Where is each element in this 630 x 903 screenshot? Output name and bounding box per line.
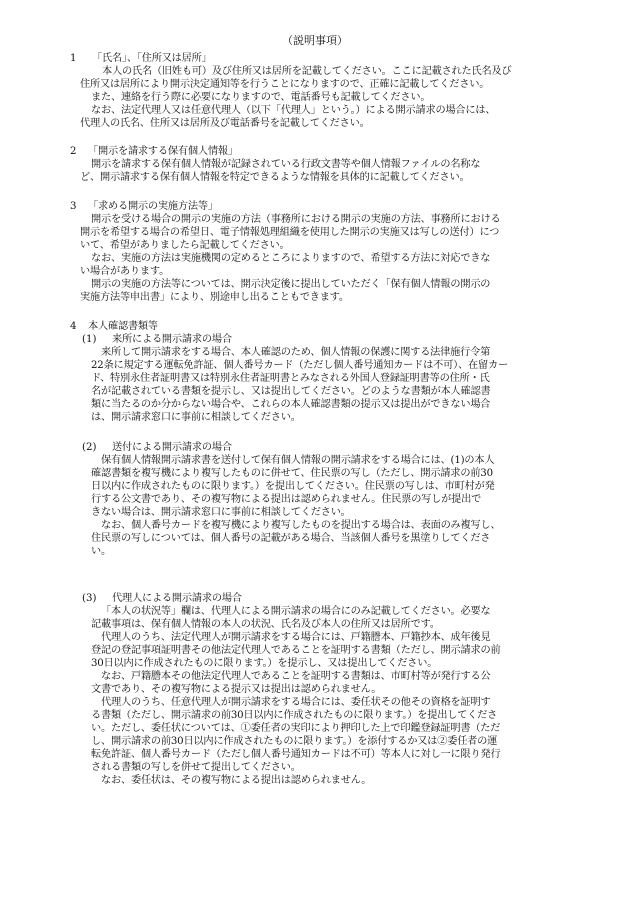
paragraph-line: 22条に規定する運転免許証、個人番号カード（ただし個人番号通知カードは不可）、在留カー: [91, 360, 508, 371]
paragraph-line: 来所して開示請求をする場合、本人確認のため、個人情報の保護に関する法律施行令第: [101, 347, 491, 358]
section-heading: 本人確認書類等: [88, 321, 158, 332]
paragraph-line: 開示を請求する保有個人情報が記録されている行政文書等や個人情報ファイルの名称な: [91, 159, 481, 170]
paragraph-line: なお、実施の方法は実施機関の定めるところによりますので、希望する方法に対応できな: [91, 253, 491, 264]
paragraph-line: なお、法定代理人又は任意代理人（以下「代理人」という。）による開示請求の場合には、: [91, 105, 496, 116]
paragraph-line: また、連絡を行う際に必要になりますので、電話番号も記載してください。: [91, 92, 431, 103]
paragraph-line: なお、個人番号カードを複写機により複写したものを提出する場合は、表面のみ複写し、: [101, 520, 501, 531]
paragraph-line: 保有個人情報開示請求書を送付して保有個人情報の開示請求をする場合には、(1)の本人: [101, 455, 495, 466]
subsection-heading: 来所による開示請求の場合: [112, 334, 232, 345]
paragraph-line: 30日以内に作成されたものに限ります。）を提示し、又は提出してください。: [91, 658, 438, 669]
paragraph-line: なお、委任状は、その複写物による提出は認められません。: [101, 775, 372, 786]
paragraph-line: ド、特別永住者証明書又は特別永住者証明書とみなされる外国人登録証明書等の住所・氏: [91, 373, 490, 384]
section-number: 3: [70, 201, 77, 212]
paragraph-line: 行する公文書であり、その複写物による提出は認められません。住民票の写しが提出で: [91, 494, 482, 505]
paragraph-line: い。: [91, 546, 111, 557]
section-number: 2: [70, 146, 77, 157]
paragraph-line: る書類（ただし、開示請求の前30日以内に作成されたものに限ります。）を提出してくださ: [91, 710, 498, 721]
document-title: （説明事項）: [282, 34, 348, 47]
paragraph-line: 代理人のうち、任意代理人が開示請求をする場合には、委任状その他その資格を証明す: [101, 697, 491, 708]
paragraph-line: 登記の登記事項証明書その他法定代理人であることを証明する書類（ただし、開示請求の前: [91, 645, 501, 656]
paragraph-line: される書類の写しを併せて提出してください。: [91, 762, 301, 773]
section-number: 4: [70, 321, 77, 332]
paragraph-line: 文書であり、その複写物による提示又は提出は認められません。: [91, 684, 382, 695]
paragraph-line: は、開示請求窓口に事前に相談してください。: [91, 412, 301, 423]
paragraph-line: きない場合は、開示請求窓口に事前に相談してください。: [91, 507, 351, 518]
paragraph-line: 「本人の状況等」欄は、代理人による開示請求の場合にのみ記載してください。必要な: [101, 606, 491, 617]
paragraph-line: 本人の氏名（旧姓も可）及び住所又は居所を記載してください。ここに記載された氏名及び: [102, 66, 512, 77]
paragraph-line: 代理人の氏名、住所又は居所及び電話番号を記載してください。: [80, 118, 370, 129]
subsection-number: (3): [82, 593, 97, 604]
paragraph-line: なお、戸籍謄本その他法定代理人であることを証明する書類は、市町村等が発行する公: [101, 671, 491, 682]
section-heading: 「氏名」、「住所又は居所」: [92, 53, 212, 64]
section-heading: 「求める開示の実施方法等」: [88, 201, 218, 212]
paragraph-line: いて、希望がありましたら記載してください。: [80, 240, 290, 251]
paragraph-line: 類に当たるのか分からない場合や、これらの本人確認書類の提示又は提出ができない場合: [91, 399, 491, 410]
paragraph-line: 住民票の写しについては、個人番号の記載がある場合、当該個人番号を黒塗りしてくださ: [91, 533, 491, 544]
paragraph-line: 代理人のうち、法定代理人が開示請求をする場合には、戸籍謄本、戸籍抄本、成年後見: [101, 632, 491, 643]
paragraph-line: 住所又は居所により開示決定通知等を行うことになりますので、正確に記載してください。: [80, 79, 490, 90]
subsection-heading: 代理人による開示請求の場合: [112, 593, 242, 604]
paragraph-line: 開示を受ける場合の開示の実施の方法（事務所における開示の実施の方法、事務所における: [91, 214, 501, 225]
section-number: 1: [70, 53, 77, 64]
paragraph-line: 日以内に作成されたものに限ります。）を提出してください。住民票の写しは、市町村が発: [91, 481, 495, 492]
subsection-number: (2): [82, 442, 97, 453]
section-heading: 「開示を請求する保有個人情報」: [88, 146, 238, 157]
paragraph-line: い。ただし、委任状については、①委任者の実印により押印した上で印鑑登録証明書（ただ: [91, 723, 501, 734]
paragraph-line: ど、開示請求する保有個人情報を特定できるような情報を具体的に記載してください。: [80, 172, 470, 183]
subsection-heading: 送付による開示請求の場合: [112, 442, 232, 453]
paragraph-line: 実施方法等申出書」により、別途申し出ることもできます。: [80, 292, 349, 303]
paragraph-line: 名が記載されている書類を提示し、又は提出してください。どのような書類が本人確認書: [91, 386, 491, 397]
paragraph-line: い場合があります。: [80, 266, 170, 277]
paragraph-line: 開示を希望する場合の希望日、電子情報処理組織を使用した開示の実施又は写しの送付）につ: [80, 227, 500, 238]
paragraph-line: 開示の実施の方法等については、開示決定後に提出していただく「保有個人情報の開示の: [91, 279, 491, 290]
paragraph-line: 転免許証、個人番号カード（ただし個人番号通知カードは不可）等本人に対し一に限り発行: [91, 749, 501, 760]
paragraph-line: 確認書類を複写機により複写したものに併せて、住民票の写し（ただし、開示請求の前30: [91, 468, 493, 479]
subsection-number: (1): [82, 334, 97, 345]
paragraph-line: し、開示請求の前30日以内に作成されたものに限ります。）を添付するか又は②委任者の運: [91, 736, 498, 747]
paragraph-line: 記載事項は、保有個人情報の本人の状況、氏名及び本人の住所又は居所です。: [91, 619, 440, 630]
